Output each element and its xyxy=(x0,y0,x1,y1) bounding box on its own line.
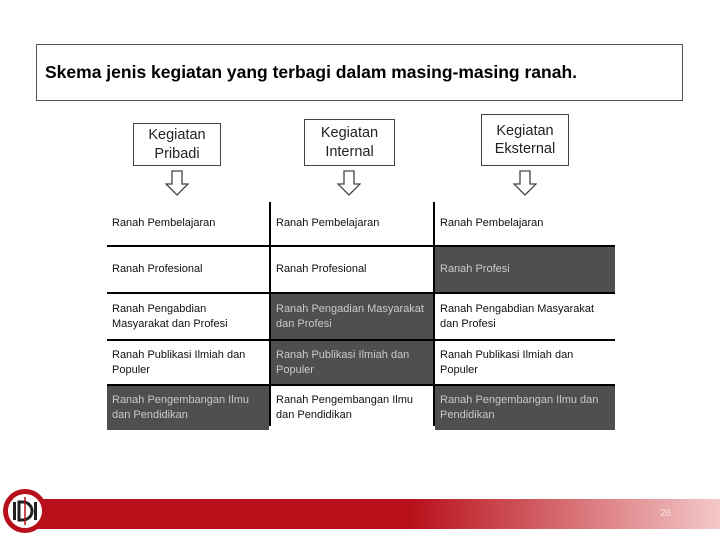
header-label: Kegiatan Eksternal xyxy=(494,122,556,157)
page-title-text: Skema jenis kegiatan yang terbagi dalam masing-masing ranah. xyxy=(45,62,577,82)
header-kegiatan-eksternal xyxy=(481,114,569,166)
page-title xyxy=(36,44,683,101)
ranah-table xyxy=(107,202,615,426)
table-cell xyxy=(107,294,269,339)
cell-text: Ranah Publikasi Ilmiah dan Populer xyxy=(112,348,246,376)
header-kegiatan-internal xyxy=(304,119,395,166)
table-cell xyxy=(435,341,615,384)
cell-text: Ranah Pengadian Masyarakat dan Profesi xyxy=(276,302,424,330)
table-cell xyxy=(435,247,615,292)
table-cell xyxy=(271,247,433,292)
table-cell xyxy=(271,294,433,339)
table-cell xyxy=(271,202,433,245)
table-cell xyxy=(271,386,433,430)
cell-text: Ranah Pembelajaran xyxy=(276,217,380,230)
table-cell xyxy=(107,247,269,292)
cell-text: Ranah Profesional xyxy=(276,263,367,276)
down-arrow-icon xyxy=(337,170,361,196)
table-cell xyxy=(107,202,269,245)
table-cell xyxy=(435,202,615,245)
page-number: 26 xyxy=(660,508,672,519)
header-label: Kegiatan Pribadi xyxy=(148,127,206,162)
cell-text: Ranah Pengembangan Ilmu dan Pendidikan xyxy=(440,394,599,421)
cell-text: Ranah Profesional xyxy=(112,263,203,276)
cell-text: Ranah Publikasi Ilmiah dan Populer xyxy=(440,348,574,376)
cell-text: Ranah Pengembangan Ilmu dan Pendidikan xyxy=(276,394,413,421)
cell-text: Ranah Pengembangan Ilmu dan Pendidikan xyxy=(112,394,249,421)
cell-text: Ranah Pembelajaran xyxy=(440,217,544,230)
table-cell xyxy=(271,341,433,384)
cell-text: Ranah Profesi xyxy=(440,263,510,276)
idi-logo-icon xyxy=(1,487,49,535)
down-arrow-icon xyxy=(513,170,537,196)
header-kegiatan-pribadi xyxy=(133,123,221,166)
cell-text: Ranah Pengabdian Masyarakat dan Profesi xyxy=(112,302,228,330)
cell-text: Ranah Publikasi Ilmiah dan Populer xyxy=(276,348,410,376)
table-cell xyxy=(107,386,269,430)
cell-text: Ranah Pembelajaran xyxy=(112,217,216,230)
table-cell xyxy=(107,341,269,384)
footer-bar xyxy=(30,499,720,529)
header-label: Kegiatan Internal xyxy=(320,125,379,160)
down-arrow-icon xyxy=(165,170,189,196)
table-cell xyxy=(435,386,615,430)
table-cell xyxy=(435,294,615,339)
cell-text: Ranah Pengabdian Masyarakat dan Profesi xyxy=(440,302,595,330)
